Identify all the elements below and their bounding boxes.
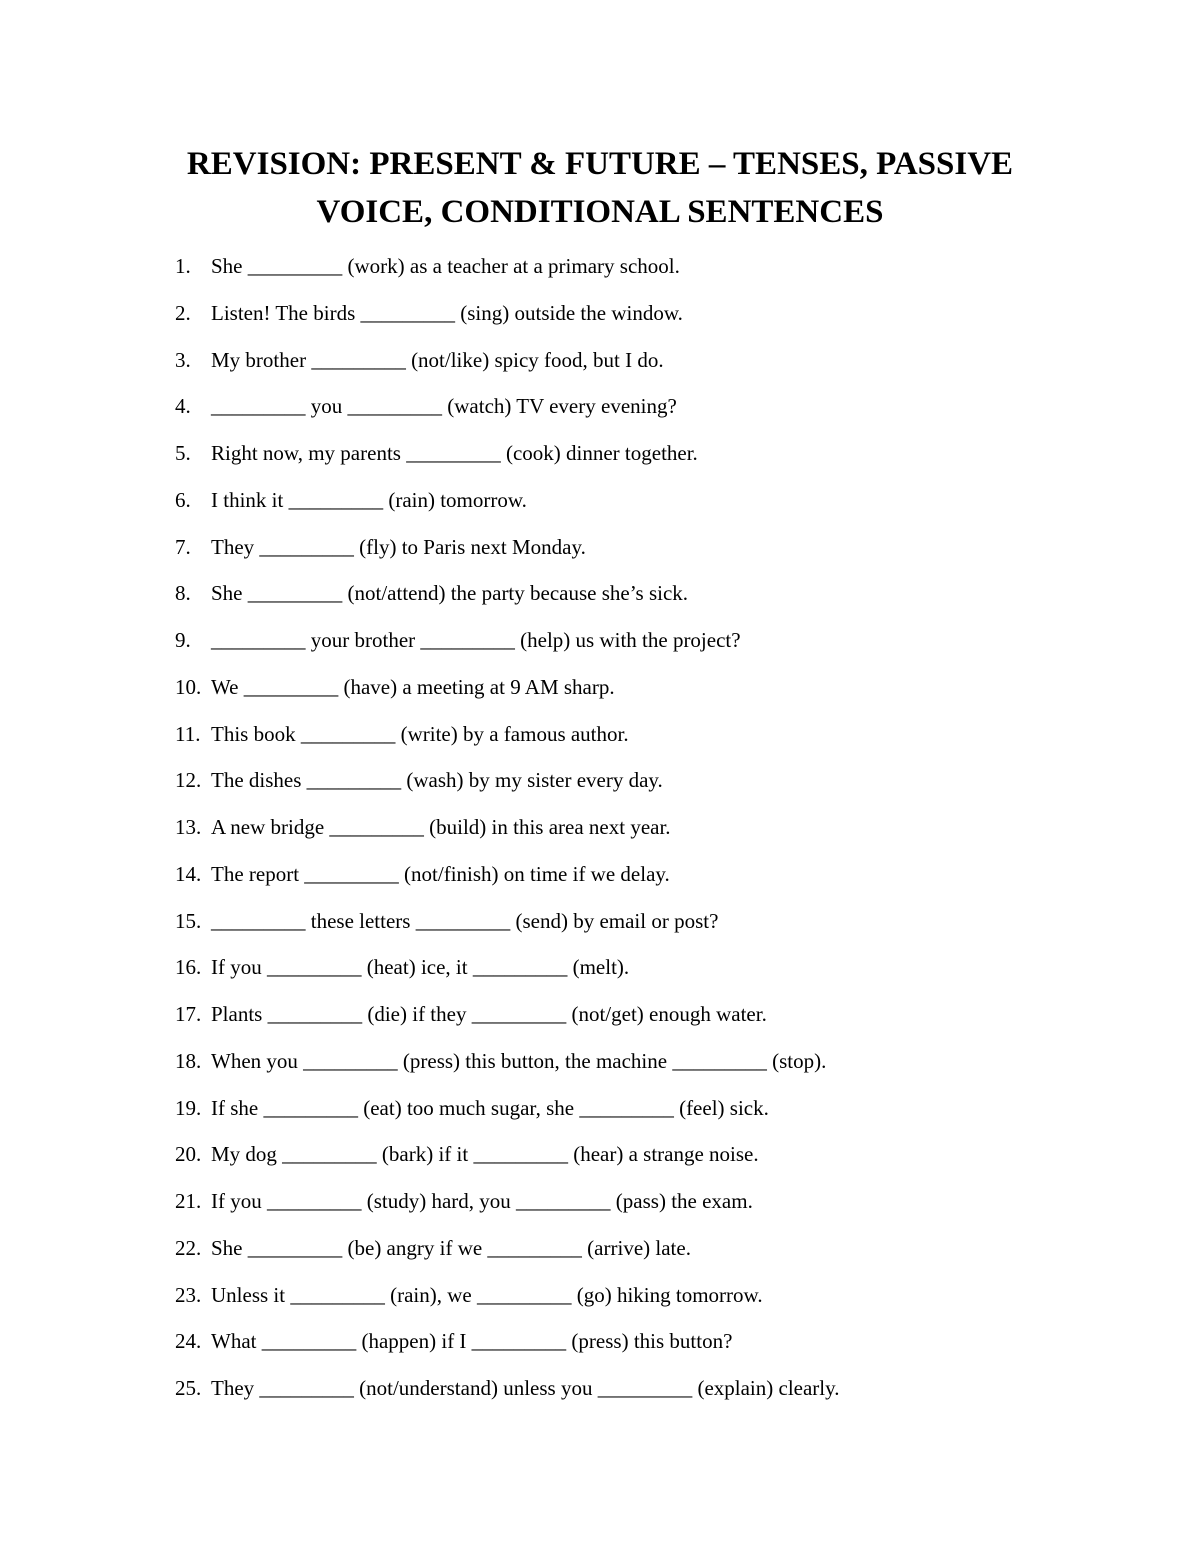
exercise-number: 18.	[175, 1048, 202, 1073]
exercise-item-13	[175, 809, 1155, 856]
exercise-number: 23.	[175, 1282, 202, 1307]
exercise-number: 19.	[175, 1095, 202, 1120]
exercise-text: They _________ (not/understand) unless you _________ (explain) clearly.	[211, 1376, 840, 1400]
exercise-text: Listen! The birds _________ (sing) outside the window.	[211, 300, 683, 325]
exercise-text: _________ you _________ (watch) TV every evening?	[211, 394, 677, 419]
exercise-text: She _________ (not/attend) the party because she’s sick.	[211, 581, 689, 606]
exercise-item-14	[175, 856, 1155, 903]
exercise-item-6	[175, 482, 1155, 529]
exercise-item-11	[175, 716, 1155, 763]
exercise-item-5	[175, 435, 1155, 482]
exercise-number: 22.	[175, 1235, 202, 1260]
exercise-number: 15.	[175, 908, 202, 933]
exercise-number: 10.	[175, 674, 202, 699]
exercise-number: 6.	[175, 487, 191, 512]
exercise-number: 21.	[175, 1189, 202, 1213]
exercise-item-12	[175, 762, 1155, 809]
exercise-text: When you _________ (press) this button, the machine _________ (stop).	[211, 1048, 827, 1073]
exercise-number: 25.	[175, 1376, 202, 1400]
exercise-text: She _________ (work) as a teacher at a primary school.	[211, 254, 680, 278]
exercise-text: What _________ (happen) if I _________ (press) this button?	[211, 1329, 733, 1354]
exercise-item-8	[175, 575, 1155, 622]
exercise-number: 20.	[175, 1142, 202, 1167]
exercise-item-19	[175, 1090, 1155, 1137]
exercise-number: 17.	[175, 1002, 202, 1026]
exercise-number: 8.	[175, 581, 191, 606]
exercise-item-18	[175, 1043, 1155, 1090]
exercise-text: I think it _________ (rain) tomorrow.	[211, 487, 527, 512]
exercise-number: 16.	[175, 955, 202, 980]
exercise-item-15	[175, 903, 1155, 950]
exercise-number: 5.	[175, 441, 191, 465]
exercise-number: 13.	[175, 815, 202, 839]
exercise-item-2	[175, 295, 1155, 342]
exercise-number: 9.	[175, 628, 191, 652]
exercise-item-24	[175, 1323, 1155, 1370]
page-title	[0, 140, 1200, 236]
exercise-text: My brother _________ (not/like) spicy food, but I do.	[211, 347, 664, 372]
exercise-number: 1.	[175, 254, 191, 278]
exercise-text: The report _________ (not/finish) on time if we delay.	[211, 861, 670, 886]
exercise-number: 14.	[175, 861, 202, 886]
exercise-text: She _________ (be) angry if we _________ (arrive) late.	[211, 1235, 691, 1260]
exercise-number: 2.	[175, 300, 191, 325]
exercise-item-4	[175, 388, 1155, 435]
page-title-line-2: VOICE, CONDITIONAL SENTENCES	[316, 194, 884, 230]
exercise-item-1	[175, 248, 1155, 295]
exercise-number: 7.	[175, 534, 191, 559]
exercise-text: My dog _________ (bark) if it _________ (hear) a strange noise.	[211, 1142, 759, 1167]
exercise-number: 24.	[175, 1329, 202, 1354]
exercise-item-21	[175, 1183, 1155, 1230]
exercise-item-20	[175, 1136, 1155, 1183]
exercise-list	[175, 248, 1155, 1417]
exercise-text: If she _________ (eat) too much sugar, she _________ (feel) sick.	[211, 1095, 769, 1120]
exercise-text: If you _________ (heat) ice, it _________ (melt).	[211, 955, 630, 980]
exercise-number: 11.	[175, 721, 201, 746]
exercise-text: They _________ (fly) to Paris next Monday.	[211, 534, 586, 559]
exercise-text: Unless it _________ (rain), we _________ (go) hiking tomorrow.	[211, 1282, 763, 1307]
exercise-number: 3.	[175, 347, 191, 372]
exercise-item-10	[175, 669, 1155, 716]
exercise-number: 12.	[175, 768, 202, 793]
exercise-item-22	[175, 1230, 1155, 1277]
exercise-item-9	[175, 622, 1155, 669]
exercise-text: If you _________ (study) hard, you _________ (pass) the exam.	[211, 1189, 753, 1213]
exercise-item-17	[175, 996, 1155, 1043]
exercise-text: This book _________ (write) by a famous author.	[211, 721, 629, 746]
page-title-line-1: REVISION: PRESENT & FUTURE – TENSES, PASSIVE	[186, 146, 1014, 182]
exercise-text: _________ these letters _________ (send) by email or post?	[211, 908, 719, 933]
exercise-item-23	[175, 1277, 1155, 1324]
exercise-text: Plants _________ (die) if they _________ (not/get) enough water.	[211, 1002, 767, 1026]
exercise-item-25	[175, 1370, 1155, 1417]
exercise-text: A new bridge _________ (build) in this area next year.	[211, 815, 671, 839]
exercise-text: _________ your brother _________ (help) us with the project?	[211, 628, 741, 652]
exercise-number: 4.	[175, 394, 191, 419]
exercise-item-3	[175, 342, 1155, 389]
exercise-item-7	[175, 529, 1155, 576]
exercise-text: We _________ (have) a meeting at 9 AM sharp.	[211, 674, 615, 699]
exercise-text: The dishes _________ (wash) by my sister every day.	[211, 768, 663, 793]
exercise-item-16	[175, 949, 1155, 996]
exercise-text: Right now, my parents _________ (cook) dinner together.	[211, 441, 698, 465]
